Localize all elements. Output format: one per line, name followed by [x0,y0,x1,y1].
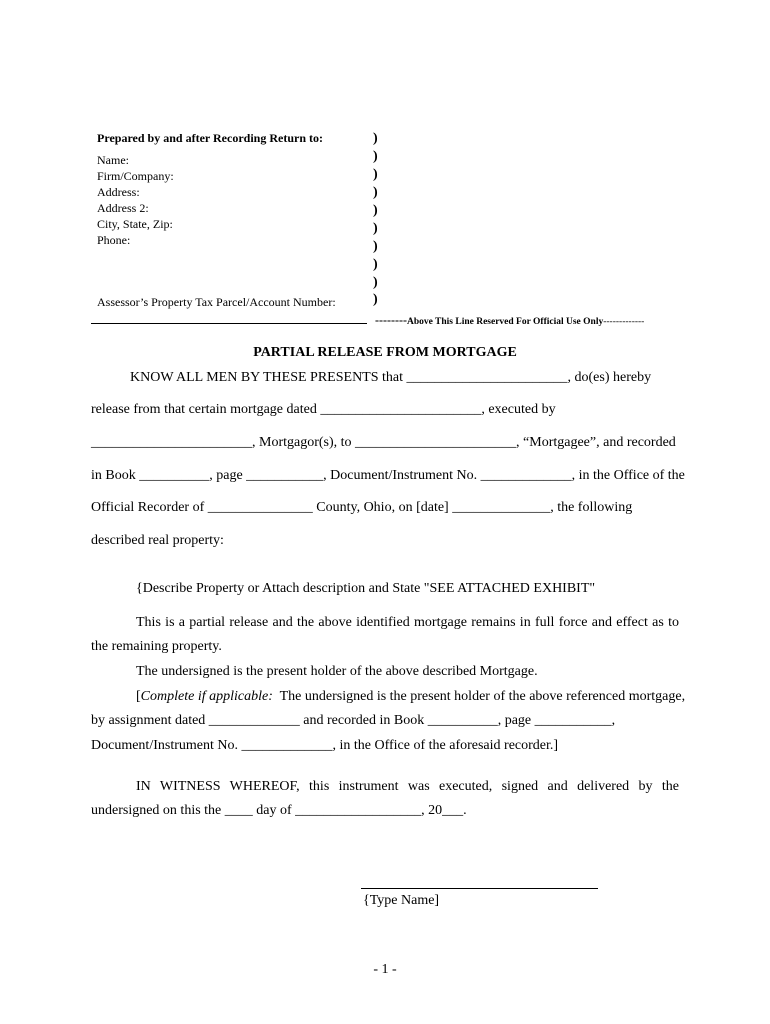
body-text-line: release from that certain mortgage dated _______________________, executed by [91,402,556,417]
body-text-line [136,689,685,705]
body-text-line: Official Recorder of _______________ County, Ohio, on [date] ______________, the following [91,500,633,515]
official-use-notice [375,311,644,329]
parcel-number-label: Assessor’s Property Tax Parcel/Account Number: [97,295,336,309]
body-text-line: the remaining property. [91,639,222,654]
field-address-label: Address: [97,185,140,199]
paren-mark: ) [373,275,378,290]
property-description-placeholder: {Describe Property or Attach description and State "SEE ATTACHED EXHIBIT" [136,581,596,596]
body-text-line: described real property: [91,533,224,548]
body-text-line: KNOW ALL MEN BY THESE PRESENTS that _______________________, do(es) hereby [130,370,652,385]
paren-mark: ) [373,149,378,164]
body-text-line: _______________________, Mortgagor(s), to _______________________, “Mortgagee”, and recorded [91,435,676,450]
recording-separator-line [91,323,367,324]
field-phone-label: Phone: [97,233,131,247]
paren-mark: ) [373,167,378,182]
body-text-line: in Book __________, page ___________, Document/Instrument No. _____________, in the Office of the [91,468,685,483]
field-name-label: Name: [97,153,129,167]
paren-mark: ) [373,221,378,236]
body-text-line: Document/Instrument No. _____________, in the Office of the aforesaid recorder.] [91,738,559,753]
signature-line [361,888,598,889]
body-text-line: This is a partial release and the above identified mortgage remains in full force and effect as to [136,615,679,630]
field-firm-label: Firm/Company: [97,169,174,183]
type-name-placeholder: {Type Name] [363,893,440,908]
paren-mark: ) [373,239,378,254]
paren-mark: ) [373,131,378,146]
body-text-line: by assignment dated _____________ and recorded in Book __________, page ___________, [91,713,616,728]
page-number: - 1 - [373,962,397,977]
assignment-clause: The undersigned is the present holder of the above referenced mortgage, [272,689,686,704]
paren-mark: ) [373,185,378,200]
field-address2-label: Address 2: [97,201,149,215]
complete-if-applicable-label: Complete if applicable: [140,689,273,704]
field-city-state-zip-label: City, State, Zip: [97,217,173,231]
prepared-by-heading: Prepared by and after Recording Return to: [97,131,323,145]
document-title: PARTIAL RELEASE FROM MORTGAGE [253,345,517,360]
paren-mark: ) [373,203,378,218]
reserved-text: Above This Line Reserved For Official Use Only [406,317,604,327]
paren-mark: ) [373,257,378,272]
reserved-trail: ------------- [603,317,645,327]
body-text-line: The undersigned is the present holder of the above described Mortgage. [136,664,538,679]
paren-mark: ) [373,292,378,307]
witness-text-line: undersigned on this the ____ day of __________________, 20___. [91,803,467,818]
witness-text-line: IN WITNESS WHEREOF, this instrument was executed, signed and delivered by the [136,779,679,794]
bracket-open: [ [136,689,141,704]
reserved-dashes: -------- [375,313,407,327]
